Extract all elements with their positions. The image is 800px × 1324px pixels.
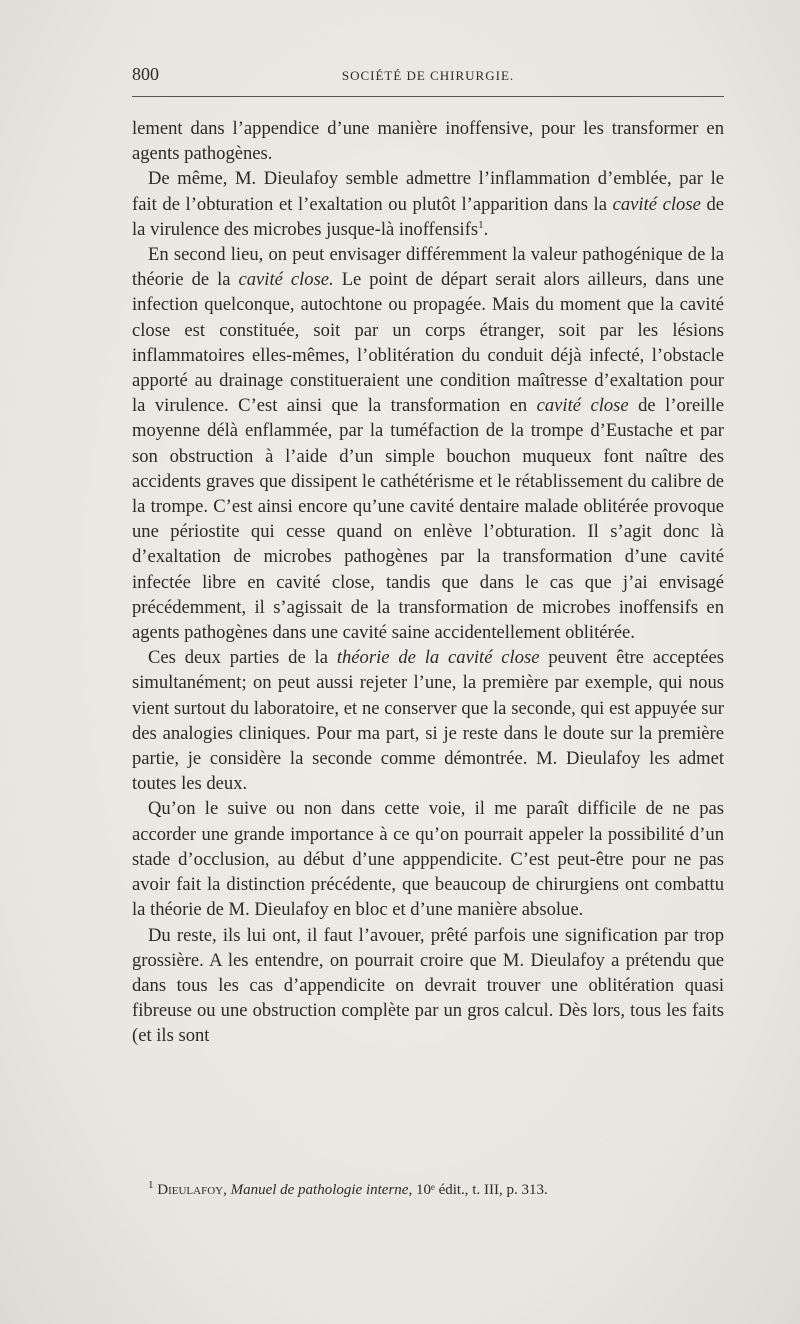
paragraph bbox=[132, 796, 724, 922]
italic-term: cavité close bbox=[536, 395, 629, 417]
italic-term: théorie de la cavité close bbox=[336, 647, 540, 669]
text-run: De même, M. Dieulafoy semble admettre l’inflammation d’emblée, par le fait de l’obturation et l’exaltation ou plutôt l’apparition dans la bbox=[132, 168, 724, 215]
paragraph bbox=[132, 923, 724, 1049]
text-run: Le point de départ serait alors ailleurs, dans une infection quelconque, autochtone ou propagée. Mais du moment que la cavité close est constituée, soit par un corps étranger, soit par les lésions inflammatoires elles-mêmes, l’oblitération du conduit déjà infecté, l’obstacle apporté au drainage constitueraient une condition maîtresse d’exaltation pour la virulence. C’est ainsi que la transformation en bbox=[132, 269, 724, 417]
page-number: 800 bbox=[132, 64, 159, 84]
footnote-mark: 1 bbox=[148, 1179, 154, 1191]
text-run: de l’oreille moyenne délà enflammée, par la tuméfaction de la trompe d’Eustache et par son obstruction à l’aide d’un simple bouchon muqueux font naître des accidents graves que dissipent le cathétérisme et le rétablissement du calibre de la trompe. C’est ainsi encore qu’une cavité dentaire malade oblitérée provoque une périostite qui cesse quand on enlève l’obturation. Il s’agit donc là d’exaltation de microbes pathogènes par la transformation d’une cavité infectée libre en cavité close, tandis que dans le cas que j’ai envisagé précédemment, il s’agissait de la transformation de microbes inoffensifs en agents pathogènes dans une cavité saine accidentellement oblitérée. bbox=[132, 395, 724, 644]
paragraph bbox=[132, 645, 724, 796]
header-rule bbox=[132, 96, 724, 97]
text-run: . bbox=[483, 218, 489, 240]
italic-term: cavité close. bbox=[238, 269, 334, 291]
footnote-title: Manuel de pathologie interne, bbox=[230, 1182, 413, 1198]
paragraph bbox=[132, 242, 724, 645]
text-run: Du reste, ils lui ont, il faut l’avouer, prêté parfois une signification par trop grossière. A les entendre, on pourrait croire que M. Dieulafoy a prétendu que dans tous les cas d’appendicite on devrait trouver une oblitération quasi fibreuse ou une obstruction complète par un gros calcul. Dès lors, tous les faits (et ils sont bbox=[132, 924, 724, 1047]
footnote-reference: 10ᵉ édit., t. III, p. 313. bbox=[412, 1182, 548, 1198]
footnote-reference-mark: 1 bbox=[478, 218, 484, 231]
footnote bbox=[132, 1180, 724, 1200]
body-text bbox=[132, 116, 724, 1049]
text-run: Ces deux parties de la bbox=[148, 647, 337, 669]
italic-term: cavité close bbox=[612, 193, 701, 215]
text-run: Qu’on le suive ou non dans cette voie, il me paraît difficile de ne pas accorder une grande importance à ce qu’on pourrait appeler la possibilité d’un stade d’occlusion, au début d’une apppendicite. C’est peut-être pour ne pas avoir fait la distinction précédente, que beaucoup de chirurgiens ont combattu la théorie de M. Dieulafoy en bloc et d’une manière absolue. bbox=[132, 798, 724, 921]
text-run: peuvent être acceptées simultanément; on peut aussi rejeter l’une, la première par exemple, qui nous vient surtout du laboratoire, et ne conserver que la seconde, qui est appuyée sur des analogies cliniques. Pour ma part, si je reste dans le doute sur la première partie, je considère la seconde comme démontrée. M. Dieulafoy les admet toutes les deux. bbox=[132, 647, 725, 795]
page-header bbox=[132, 64, 724, 94]
text-run: de la virulence des microbes jusque-là inoffensifs bbox=[132, 193, 724, 240]
paragraph bbox=[132, 166, 724, 242]
footnote-author: Dieulafoy, bbox=[157, 1182, 227, 1198]
text-run: En second lieu, on peut envisager différemment la valeur pathogénique de la théorie de la bbox=[132, 244, 724, 291]
running-head: SOCIÉTÉ DE CHIRURGIE. bbox=[341, 68, 515, 83]
text-run: lement dans l’appendice d’une manière inoffensive, pour les transformer en agents pathogènes. bbox=[132, 118, 724, 165]
paragraph bbox=[132, 116, 724, 166]
